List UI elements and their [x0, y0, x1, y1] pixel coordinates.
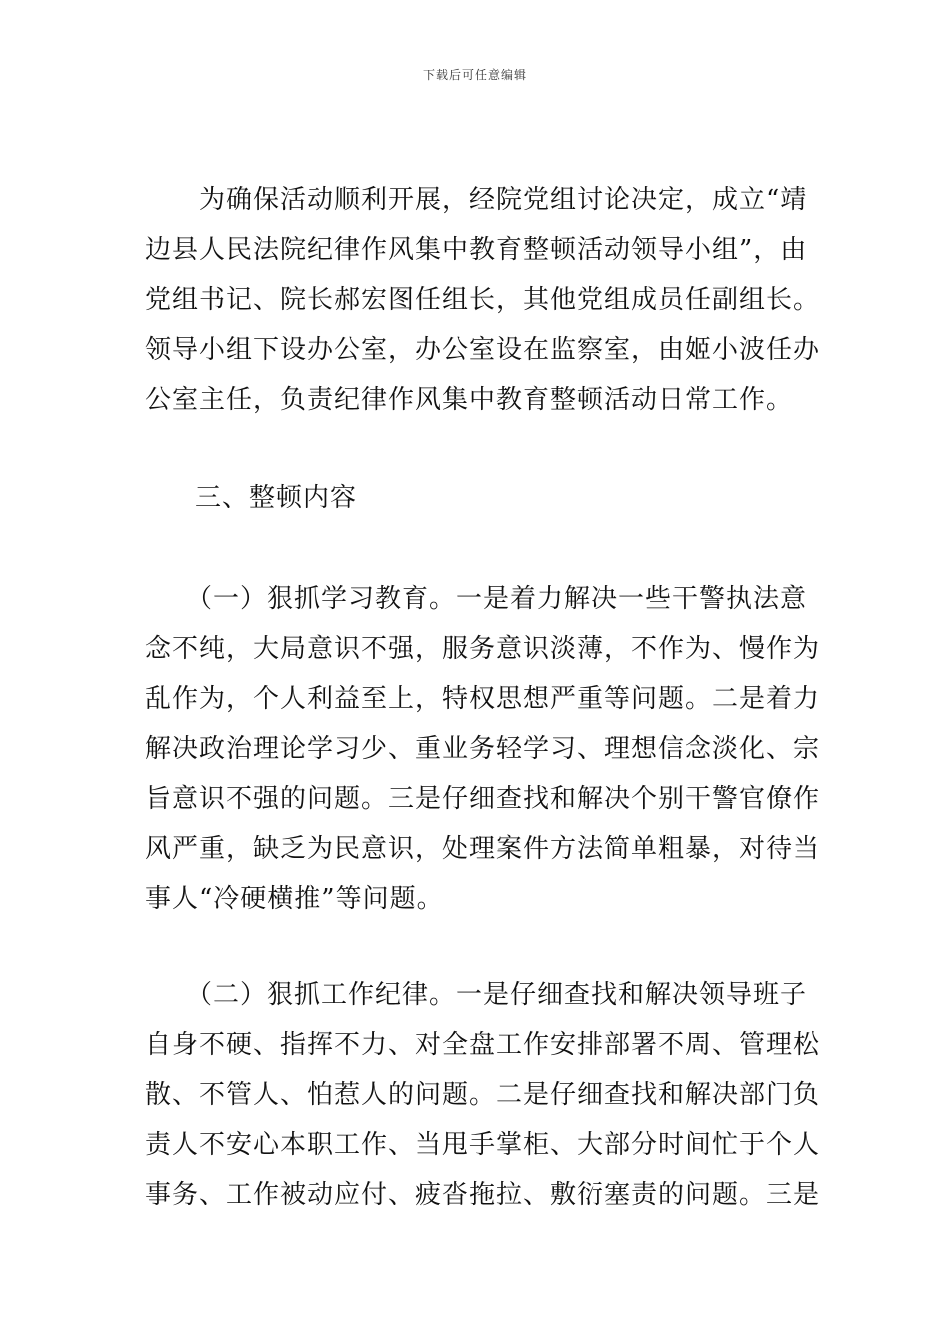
paragraph-line: 边县人民法院纪律作风集中教育整顿活动领导小组”，由 [145, 235, 808, 265]
paragraph-line: 责人不安心本职工作、当甩手掌柜、大部分时间忙于个人 [145, 1130, 821, 1160]
paragraph-line: 乱作为，个人利益至上，特权思想严重等问题。二是着力 [145, 684, 821, 714]
paragraph-line: 党组书记、院长郝宏图任组长，其他党组成员任副组长。 [145, 285, 821, 315]
paragraph-line: 自身不硬、指挥不力、对全盘工作安排部署不周、管理松 [145, 1030, 821, 1060]
paragraph-line: 散、不管人、怕惹人的问题。二是仔细查找和解决部门负 [145, 1080, 821, 1110]
paragraph-line: （一）狠抓学习教育。一是着力解决一些干警执法意 [145, 584, 808, 614]
paragraph-line: 事人“冷硬横推”等问题。 [145, 884, 444, 914]
section-heading: 三、整顿内容 [195, 483, 358, 513]
paragraph-line: 公室主任，负责纪律作风集中教育整顿活动日常工作。 [145, 385, 794, 415]
paragraph-line: 念不纯，大局意识不强，服务意识淡薄，不作为、慢作为 [145, 634, 821, 664]
paragraph-line: （二）狠抓工作纪律。一是仔细查找和解决领导班子 [145, 980, 808, 1010]
paragraph-line: 解决政治理论学习少、重业务轻学习、理想信念淡化、宗 [145, 734, 821, 764]
paragraph-line: 领导小组下设办公室，办公室设在监察室，由姬小波任办 [145, 335, 821, 365]
paragraph-line: 为确保活动顺利开展，经院党组讨论决定，成立“靖 [145, 185, 808, 215]
paragraph-line: 事务、工作被动应付、疲沓拖拉、敷衍塞责的问题。三是 [145, 1180, 821, 1210]
paragraph-work-discipline [145, 970, 821, 1220]
paragraph-line: 风严重，缺乏为民意识，处理案件方法简单粗暴，对待当 [145, 834, 821, 864]
paragraph-line: 旨意识不强的问题。三是仔细查找和解决个别干警官僚作 [145, 784, 821, 814]
header-note: 下载后可任意编辑 [422, 68, 527, 82]
paragraph-leading-group [145, 175, 821, 425]
paragraph-study-education [145, 574, 821, 924]
